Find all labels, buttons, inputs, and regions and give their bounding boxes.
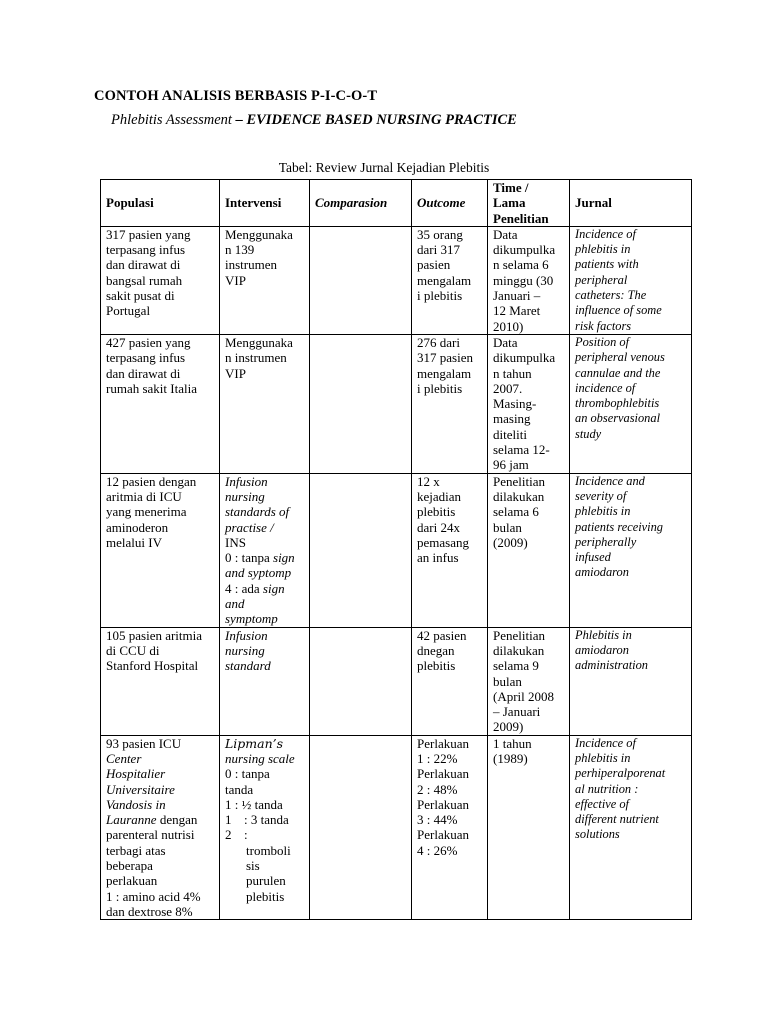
cell-line: patients with bbox=[575, 257, 639, 272]
cell-line: 3 : 44% bbox=[417, 812, 458, 828]
cell-time bbox=[488, 334, 570, 473]
cell-outcome bbox=[412, 473, 488, 627]
cell-line: Menggunaka bbox=[225, 334, 293, 350]
cell-intervensi bbox=[220, 473, 310, 627]
cell-line: 2009) bbox=[493, 719, 524, 735]
cell-line: tromboli bbox=[246, 842, 291, 858]
cell-comparasion bbox=[310, 735, 412, 920]
cell-intervensi bbox=[220, 226, 310, 334]
cell-line: al nutrition : bbox=[575, 781, 639, 796]
table-caption: Tabel: Review Jurnal Kejadian Plebitis bbox=[278, 160, 490, 175]
header-time-line: Penelitian bbox=[493, 210, 549, 226]
cell-line: diteliti bbox=[493, 426, 527, 442]
cell-line: infused bbox=[575, 550, 611, 565]
cell-line: aritmia di ICU bbox=[106, 488, 182, 504]
cell-line: 2010) bbox=[493, 318, 524, 334]
cell-line: plebitis bbox=[246, 888, 285, 904]
cell-line: 42 pasien bbox=[417, 627, 467, 643]
numbered-item bbox=[225, 827, 305, 842]
cell-line: pasien bbox=[417, 257, 451, 273]
header-comparasion: Comparasion bbox=[310, 180, 412, 227]
header-populasi: Populasi bbox=[101, 180, 220, 227]
cell-line: instrumen bbox=[225, 257, 277, 273]
cell-line: different nutrient bbox=[575, 812, 659, 827]
cell-line: 317 pasien bbox=[417, 350, 473, 366]
cell-line: 1 : amino acid 4% bbox=[106, 888, 201, 904]
review-table bbox=[100, 179, 692, 920]
header-time-line: Time / bbox=[493, 180, 529, 195]
cell-line: purulen bbox=[246, 873, 286, 889]
cell-outcome bbox=[412, 226, 488, 334]
cell-line: 1 : 22% bbox=[417, 750, 458, 766]
cell-line: sakit pusat di bbox=[106, 288, 175, 304]
cell-line: incidence of bbox=[575, 380, 636, 395]
cell-line bbox=[225, 550, 305, 565]
cell-line: dikumpulka bbox=[493, 350, 556, 366]
cell-line: n instrumen bbox=[225, 350, 287, 366]
header-time bbox=[488, 180, 570, 227]
cell-jurnal bbox=[570, 735, 692, 920]
cell-text: sign bbox=[273, 550, 295, 566]
cell-line: peripherally bbox=[575, 534, 637, 549]
cell-line: Data bbox=[493, 226, 518, 242]
cell-line: standards of bbox=[225, 504, 290, 520]
cell-line: VIP bbox=[225, 272, 246, 288]
cell-line: standard bbox=[225, 658, 271, 674]
cell-line: sis bbox=[246, 858, 260, 874]
cell-line: beberapa bbox=[106, 858, 153, 874]
cell-outcome bbox=[412, 627, 488, 735]
cell-line: yang menerima bbox=[106, 504, 187, 520]
header-time-line: Lama bbox=[493, 195, 526, 211]
cell-line: an observasional bbox=[575, 411, 661, 426]
cell-line: Perlakuan bbox=[417, 766, 469, 782]
cell-line bbox=[225, 581, 305, 596]
header-jurnal: Jurnal bbox=[570, 180, 692, 227]
cell-line: 105 pasien aritmia bbox=[106, 627, 203, 643]
cell-line: catheters: The bbox=[575, 288, 647, 303]
cell-text: dengan bbox=[156, 812, 198, 828]
cell-line: aminoderon bbox=[106, 519, 169, 535]
cell-outcome bbox=[412, 334, 488, 473]
cell-line: Center bbox=[106, 750, 142, 766]
cell-comparasion bbox=[310, 473, 412, 627]
table-row bbox=[101, 334, 692, 473]
cell-line: kejadian bbox=[417, 488, 462, 504]
cell-line: Position of bbox=[575, 334, 630, 349]
cell-line: perlakuan bbox=[106, 873, 158, 889]
cell-line: amiodaron bbox=[575, 565, 629, 580]
cell-text: 4 : ada bbox=[225, 580, 263, 596]
cell-jurnal bbox=[570, 334, 692, 473]
cell-populasi bbox=[101, 334, 220, 473]
cell-line: parenteral nutrisi bbox=[106, 827, 195, 843]
cell-line: 12 Maret bbox=[493, 303, 541, 319]
cell-line: di CCU di bbox=[106, 642, 160, 658]
cell-populasi bbox=[101, 226, 220, 334]
cell-line: (1989) bbox=[493, 750, 528, 766]
cell-line: 4 : 26% bbox=[417, 842, 458, 858]
cell-line: Phlebitis in bbox=[575, 627, 632, 642]
cell-line: study bbox=[575, 426, 602, 441]
cell-line: 96 jam bbox=[493, 457, 529, 473]
cell-line: minggu (30 bbox=[493, 272, 554, 288]
subtitle-topic: Phlebitis Assessment bbox=[111, 112, 232, 128]
cell-intervensi bbox=[220, 627, 310, 735]
table-row bbox=[101, 226, 692, 334]
cell-line: 427 pasien yang bbox=[106, 334, 191, 350]
cell-line: plebitis bbox=[417, 658, 456, 674]
cell-line: influence of some bbox=[575, 303, 662, 318]
cell-line: 276 dari bbox=[417, 334, 460, 350]
cell-line: 2 : 48% bbox=[417, 781, 458, 797]
cell-line: Incidence of bbox=[575, 735, 636, 750]
cell-line: 1 : ½ tanda bbox=[225, 796, 283, 812]
cell-line: 12 x bbox=[417, 473, 440, 489]
cell-line: dikumpulka bbox=[493, 242, 556, 258]
cell-text: 0 : tanpa bbox=[225, 550, 274, 566]
cell-line: dan dirawat di bbox=[106, 257, 181, 273]
cell-line: rumah sakit Italia bbox=[106, 380, 197, 396]
cell-line: Menggunaka bbox=[225, 226, 293, 242]
cell-line: nursing bbox=[225, 642, 265, 658]
cell-line: Perlakuan bbox=[417, 827, 469, 843]
table-row bbox=[101, 627, 692, 735]
cell-line: Perlakuan bbox=[417, 796, 469, 812]
header-intervensi: Intervensi bbox=[220, 180, 310, 227]
cell-time bbox=[488, 226, 570, 334]
cell-line: tanda bbox=[225, 781, 254, 797]
cell-line: pemasang bbox=[417, 534, 469, 550]
cell-line: dari 24x bbox=[417, 519, 460, 535]
cell-text: Lauranne bbox=[106, 812, 157, 828]
cell-jurnal bbox=[570, 226, 692, 334]
cell-line: peripheral bbox=[575, 272, 628, 287]
cell-line: Infusion bbox=[225, 473, 268, 489]
cell-line: terpasang infus bbox=[106, 242, 186, 258]
table-row bbox=[101, 735, 692, 920]
cell-line: dilakukan bbox=[493, 642, 545, 658]
cell-line: bulan bbox=[493, 673, 522, 689]
cell-line: (2009) bbox=[493, 534, 528, 550]
cell-line: Masing- bbox=[493, 396, 537, 412]
cell-line: Data bbox=[493, 334, 518, 350]
cell-line: i plebitis bbox=[417, 288, 463, 304]
cell-line: Stanford Hospital bbox=[106, 658, 199, 674]
cell-line: symptomp bbox=[225, 611, 278, 627]
cell-comparasion bbox=[310, 334, 412, 473]
cell-line: cannulae and the bbox=[575, 365, 661, 380]
subtitle-heading: – EVIDENCE BASED NURSING PRACTICE bbox=[231, 112, 517, 128]
header-outcome: Outcome bbox=[412, 180, 488, 227]
cell-line: and bbox=[225, 596, 245, 612]
cell-comparasion bbox=[310, 226, 412, 334]
cell-text: sign bbox=[262, 580, 285, 596]
numbered-item bbox=[225, 812, 305, 827]
cell-line: nursing scale bbox=[225, 750, 295, 766]
cell-line: Penelitian bbox=[493, 627, 545, 643]
cell-line: phlebitis in bbox=[575, 750, 631, 765]
cell-line: Universitaire bbox=[106, 781, 175, 797]
cell-line: peripheral venous bbox=[575, 350, 665, 365]
item-text: : 3 tanda bbox=[244, 812, 289, 828]
cell-line: effective of bbox=[575, 796, 630, 811]
cell-line: Portugal bbox=[106, 303, 151, 319]
cell-time bbox=[488, 735, 570, 920]
cell-line bbox=[106, 812, 215, 827]
cell-line: solutions bbox=[575, 827, 620, 842]
cell-line: selama 9 bbox=[493, 658, 539, 674]
cell-line: mengalam bbox=[417, 272, 472, 288]
document-subtitle bbox=[111, 112, 517, 129]
cell-intervensi bbox=[220, 735, 310, 920]
cell-line: practise / bbox=[225, 519, 274, 535]
cell-line: plebitis bbox=[417, 504, 456, 520]
cell-line: 35 orang bbox=[417, 226, 463, 242]
cell-line: severity of bbox=[575, 488, 627, 503]
cell-comparasion bbox=[310, 627, 412, 735]
cell-line: Incidence and bbox=[575, 473, 645, 488]
cell-line: Vandosis in bbox=[106, 796, 166, 812]
cell-time bbox=[488, 473, 570, 627]
cell-jurnal bbox=[570, 473, 692, 627]
cell-line: melalui IV bbox=[106, 534, 162, 550]
cell-intervensi bbox=[220, 334, 310, 473]
cell-line: dan dirawat di bbox=[106, 365, 181, 381]
cell-populasi bbox=[101, 473, 220, 627]
cell-line: terpasang infus bbox=[106, 350, 186, 366]
cell-line: selama 12- bbox=[493, 442, 550, 458]
cell-line: dilakukan bbox=[493, 488, 545, 504]
cell-populasi bbox=[101, 627, 220, 735]
cell-line: 317 pasien yang bbox=[106, 226, 191, 242]
cell-line: mengalam bbox=[417, 365, 472, 381]
cell-line: amiodaron bbox=[575, 642, 629, 657]
cell-line: bangsal rumah bbox=[106, 272, 183, 288]
cell-line: INS bbox=[225, 534, 246, 550]
cell-line: n selama 6 bbox=[493, 257, 549, 273]
cell-line: dan dextrose 8% bbox=[106, 903, 193, 919]
cell-jurnal bbox=[570, 627, 692, 735]
cell-line: Incidence of bbox=[575, 226, 636, 241]
cell-line: thrombophlebitis bbox=[575, 396, 660, 411]
cell-line: nursing bbox=[225, 488, 265, 504]
cell-line: bulan bbox=[493, 519, 522, 535]
table-row bbox=[101, 473, 692, 627]
cell-line: perhiperalporenat bbox=[575, 766, 666, 781]
cell-line: – Januari bbox=[493, 704, 541, 720]
cell-line: VIP bbox=[225, 365, 246, 381]
cell-line: phlebitis in bbox=[575, 504, 631, 519]
cell-line: Januari – bbox=[493, 288, 541, 304]
cell-line: terbagi atas bbox=[106, 842, 166, 858]
cell-line: dari 317 bbox=[417, 242, 460, 258]
cell-line: (April 2008 bbox=[493, 688, 555, 704]
cell-line: Infusion bbox=[225, 627, 268, 643]
document-title: CONTOH ANALISIS BERBASIS P-I-C-O-T bbox=[94, 88, 378, 104]
cell-line: and syptomp bbox=[225, 565, 292, 581]
cell-line: masing bbox=[493, 411, 531, 427]
cell-line: selama 6 bbox=[493, 504, 539, 520]
item-number: 1 bbox=[225, 812, 232, 828]
cell-line: n 139 bbox=[225, 242, 255, 258]
cell-line: phlebitis in bbox=[575, 242, 631, 257]
cell-outcome bbox=[412, 735, 488, 920]
cell-line: administration bbox=[575, 658, 648, 673]
cell-line: n tahun bbox=[493, 365, 532, 381]
cell-line: Penelitian bbox=[493, 473, 545, 489]
cell-line: patients receiving bbox=[575, 519, 663, 534]
cell-line: Hospitalier bbox=[106, 766, 166, 782]
table-header-row bbox=[101, 180, 692, 227]
cell-line: 1 tahun bbox=[493, 735, 532, 751]
cell-line: Lipman’s bbox=[225, 735, 284, 751]
cell-time bbox=[488, 627, 570, 735]
cell-line: 12 pasien dengan bbox=[106, 473, 197, 489]
cell-line: 93 pasien ICU bbox=[106, 735, 182, 751]
cell-line: 2007. bbox=[493, 380, 523, 396]
item-text: : bbox=[244, 827, 248, 843]
cell-line: i plebitis bbox=[417, 380, 463, 396]
cell-line: risk factors bbox=[575, 318, 632, 333]
cell-line: Perlakuan bbox=[417, 735, 469, 751]
cell-line: dnegan bbox=[417, 642, 455, 658]
cell-line: an infus bbox=[417, 550, 459, 566]
item-number: 2 bbox=[225, 827, 232, 843]
cell-populasi bbox=[101, 735, 220, 920]
cell-line: 0 : tanpa bbox=[225, 766, 270, 782]
